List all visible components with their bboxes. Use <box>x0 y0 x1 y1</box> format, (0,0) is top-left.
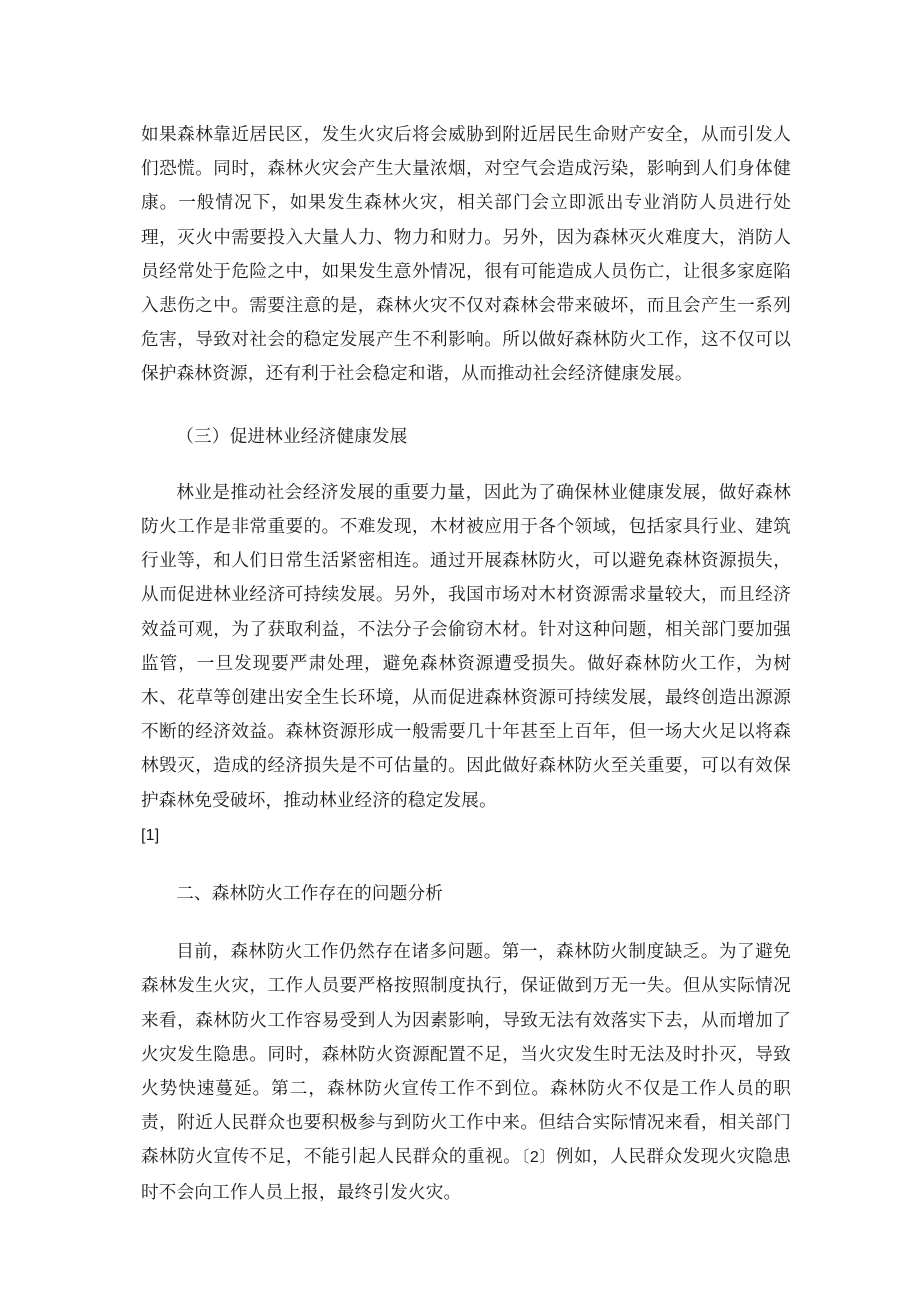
section-heading-forestry-economy: （三）促进林业经济健康发展 <box>176 426 408 447</box>
spacer <box>141 392 791 420</box>
spacer <box>141 911 791 935</box>
section-heading-problem-analysis: 二、森林防火工作存在的问题分析 <box>176 884 444 905</box>
paragraph-social-impact: 如果森林靠近居民区，发生火灾后将会威胁到附近居民生命财产安全，从而引发人们恐慌。同时，森林火灾会产生大量浓烟，对空气会造成污染，影响到人们身体健康。一般情况下，如果发生森林火灾，相关部门会立即派出专业消防人员进行处理，灭火中需要投入大量人力、物力和财力。另外，因为森林灭火难度大，消防人员经常处于危险之中，如果发生意外情况，很有可能造成人员伤亡，让很多家庭陷入悲伤之中。需要注意的是，森林火灾不仅对森林会带来破坏，而且会产生一系列危害，导致对社会的稳定发展产生不利影响。所以做好森林防火工作，这不仅可以保护森林资源，还有利于社会稳定和谐，从而推动社会经济健康发展。 <box>141 125 791 385</box>
paragraph-problem-analysis-text-2: 例如，人民群众发现火灾隐患时不会向工作人员上报，最终引发火灾。 <box>141 1147 792 1203</box>
citation-2: 〔2〕 <box>521 1149 556 1167</box>
spacer <box>141 454 791 476</box>
spacer <box>141 853 791 877</box>
paragraph-forestry-economy-text: 林业是推动社会经济发展的重要力量，因此为了确保林业健康发展，做好森林防火工作是非常重要的。不难发现，木材被应用于各个领域，包括家具行业、建筑行业等，和人们日常生活紧密相连。通过开展森林防火，可以避免森林资源损失，从而促进林业经济可持续发展。另外，我国市场对木材资源需求量较大，而且经济效益可观，为了获取利益，不法分子会偷窃木材。针对这种问题，相关部门要加强监管，一旦发现要严肃处理，避免森林资源遭受损失。做好森林防火工作，为树木、花草等创建出安全生长环境，从而促进森林资源可持续发展，最终创造出源源不断的经济效益。森林资源形成一般需要几十年甚至上百年，但一场大火足以将森林毁灭，造成的经济损失是不可估量的。因此做好森林防火至关重要，可以有效保护森林免受破坏，推动林业经济的稳定发展。 <box>141 482 791 811</box>
document-body <box>141 118 791 1210</box>
paragraph-forestry-economy <box>141 476 791 853</box>
citation-1: [1] <box>141 826 160 844</box>
paragraph-problem-analysis-text-1: 目前，森林防火工作仍然存在诸多问题。第一，森林防火制度缺乏。为了避免森林发生火灾，工作人员要严格按照制度执行，保证做到万无一失。但从实际情况来看，森林防火工作容易受到人为因素影响，导致无法有效落实下去，从而增加了火灾发生隐患。同时，森林防火资源配置不足，当火灾发生时无法及时扑灭，导致火势快速蔓延。第二，森林防火宣传工作不到位。森林防火不仅是工作人员的职责，附近人民群众也要积极参与到防火工作中来。但结合实际情况来看，相关部门森林防火宣传不足，不能引起人民群众的重视。 <box>141 942 791 1168</box>
paragraph-problem-analysis <box>141 935 791 1210</box>
